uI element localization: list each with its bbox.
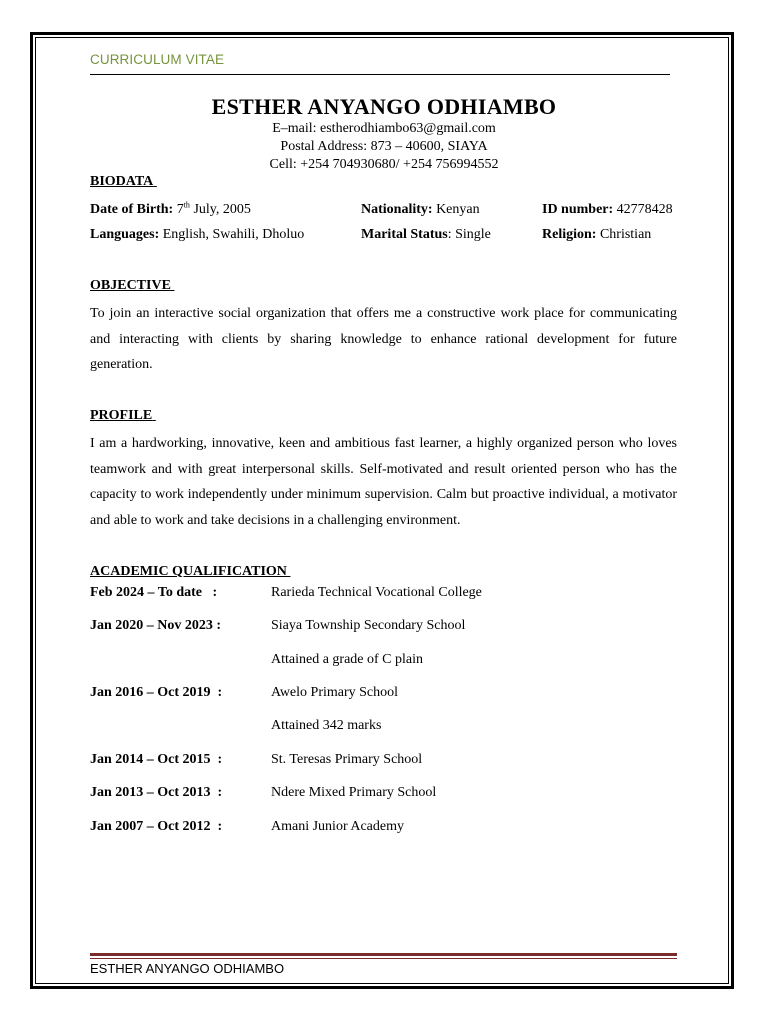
academic-heading: ACADEMIC QUALIFICATION	[90, 564, 287, 579]
biodata-heading: BIODATA	[90, 174, 154, 189]
bio-languages-label: Languages:	[90, 227, 160, 242]
contact-postal: Postal Address: 873 – 40600, SIAYA	[280, 139, 488, 154]
contact-cell: Cell: +254 704930680/ +254 756994552	[269, 157, 499, 172]
bio-marital	[361, 226, 491, 244]
candidate-name: ESTHER ANYANGO ODHIAMBO	[211, 94, 557, 119]
academic-institution: Rarieda Technical Vocational College	[271, 585, 482, 600]
document-header: CURRICULUM VITAE	[90, 52, 225, 67]
bio-id-label: ID number:	[542, 202, 614, 217]
academic-result: Attained a grade of C plain	[271, 652, 424, 667]
academic-date: Feb 2024 – To date :	[90, 585, 218, 600]
profile-heading: PROFILE	[90, 408, 153, 423]
contact-email: E–mail: estherodhiambo63@gmail.com	[272, 121, 496, 136]
bio-dob-day: 7	[176, 202, 184, 217]
bio-dob-suffix: th	[183, 200, 190, 210]
bio-marital-label: Marital Status	[361, 227, 448, 242]
academic-institution: St. Teresas Primary School	[271, 752, 423, 767]
bio-dob	[90, 201, 251, 219]
academic-institution: Siaya Township Secondary School	[271, 618, 466, 633]
bio-dob-value: July, 2005	[193, 202, 251, 217]
bio-religion	[542, 226, 651, 244]
footer-name: ESTHER ANYANGO ODHIAMBO	[90, 961, 285, 976]
academic-date: Jan 2007 – Oct 2012 :	[90, 819, 223, 834]
academic-result: Attained 342 marks	[271, 718, 382, 733]
profile-text: I am a hardworking, innovative, keen and ambitious fast learner, a highly organized person who loves teamwork and with great interpersonal skills. Self-motivated and result oriented person who has the capacity to work independently under minimum supervision. Calm but proactive individual, a motivator and able to work and take decisions in a challenging environment.	[90, 436, 677, 528]
academic-date: Jan 2013 – Oct 2013 :	[90, 785, 223, 800]
bio-languages-value: English, Swahili, Dholuo	[162, 227, 305, 242]
bio-religion-label: Religion:	[542, 227, 597, 242]
bio-nationality-label: Nationality:	[361, 202, 433, 217]
academic-institution: Ndere Mixed Primary School	[271, 785, 437, 800]
objective-heading: OBJECTIVE	[90, 278, 171, 293]
academic-date: Jan 2014 – Oct 2015 :	[90, 752, 223, 767]
bio-nationality	[361, 201, 480, 219]
bio-languages	[90, 226, 304, 244]
bio-dob-label: Date of Birth:	[90, 202, 174, 217]
bio-id-value: 42778428	[616, 202, 673, 217]
bio-marital-value: : Single	[447, 227, 491, 242]
bio-religion-value: Christian	[599, 227, 652, 242]
header-divider	[90, 74, 670, 75]
objective-text: To join an interactive social organization that offers me a constructive work place for communicating and interacting with clients by sharing knowledge to enhance rational development for future generation.	[90, 306, 677, 372]
bio-nationality-value: Kenyan	[436, 202, 480, 217]
footer-divider-thick	[90, 953, 677, 956]
footer-divider-thin	[90, 958, 677, 959]
academic-institution: Awelo Primary School	[271, 685, 399, 700]
academic-date: Jan 2020 – Nov 2023 :	[90, 618, 222, 633]
academic-date: Jan 2016 – Oct 2019 :	[90, 685, 223, 700]
academic-institution: Amani Junior Academy	[271, 819, 404, 834]
bio-id	[542, 201, 673, 219]
